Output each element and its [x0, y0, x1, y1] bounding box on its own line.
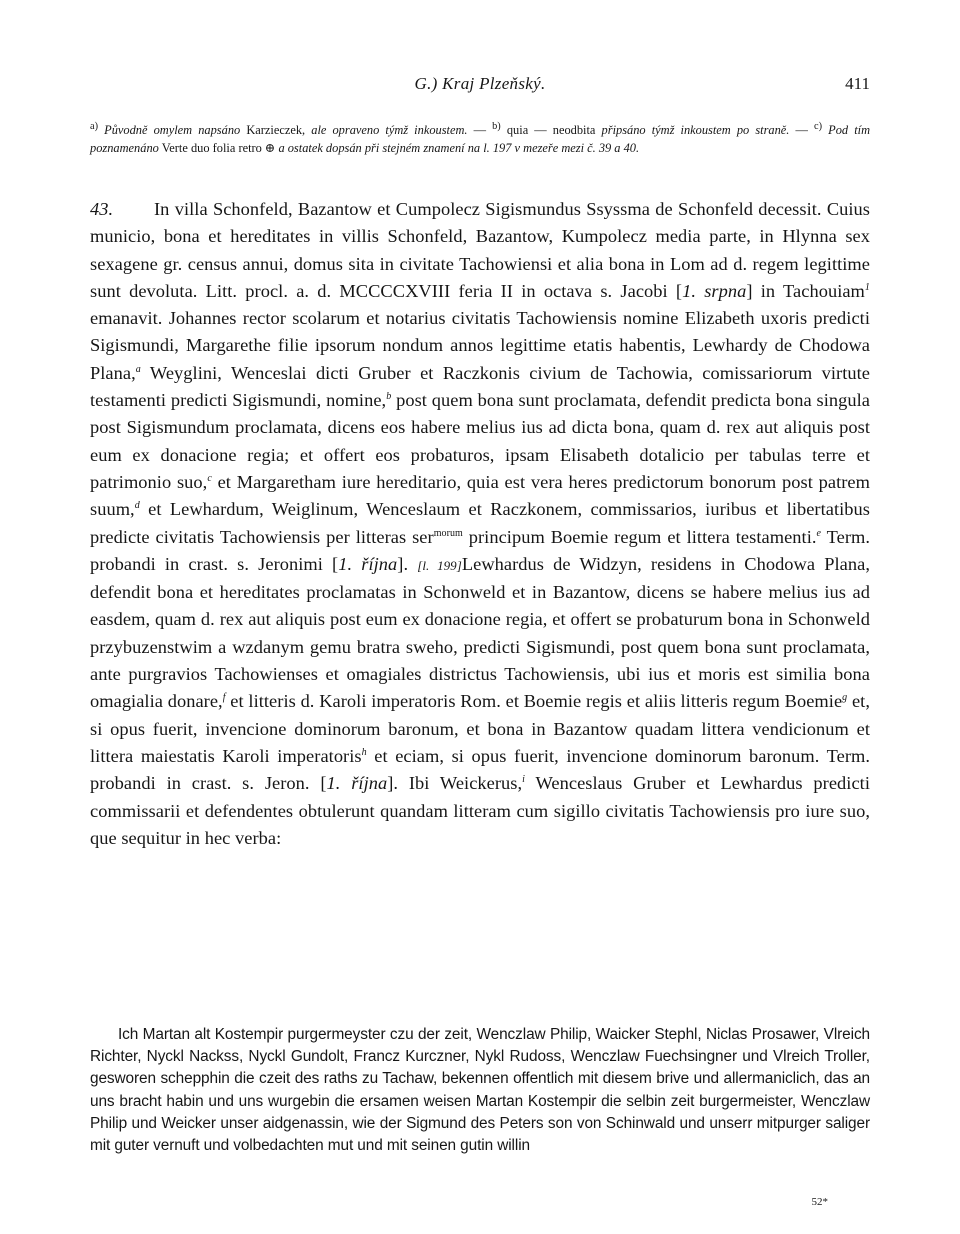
- footnotes: [90, 118, 870, 158]
- footnote-dash: —: [473, 123, 487, 138]
- footnote-b-text2: připsáno týmž inkoustem po straně.: [601, 123, 790, 138]
- entry-text: et, si opus fuerit, invencione dominorum baronum, et bona in Bazantow quadam littera vendicionum et littera maiestatis Karoli imperatoris: [90, 691, 870, 766]
- footnote-ref: h: [361, 746, 367, 758]
- entry-text: ]. Ibi Weickerus,: [387, 773, 523, 794]
- footnote-c-text2: a ostatek dopsán při stejném znamení na l. 197 v mezeře mezi č. 39 a 40.: [278, 141, 640, 156]
- entry-text: emanavit. Johannes rector scolarum et notarius civitatis Tachowiensis nomine Elizabeth uxoris predicti Sigismundi, Margarethe filie ipsorum nondum annos legittime etatis habentis, Lewhardy de Chodowa Plana,: [90, 308, 870, 383]
- document-page: [90, 0, 870, 1234]
- footnote-dash: —: [795, 123, 808, 138]
- quote-text: Ich Martan alt Kostempir purgermeyster czu der zeit, Wenczlaw Philip, Waicker Stephl, Niclas Prosawer, Vlreich Richter, Nyckl Nackss, Nyckl Gundolt, Francz Kurczner, Nykl Rudoss, Wenczlaw Fuechsingner und Vlreich Troller, gesworen schepphin die czeit des raths zu Tachaw, bekennen offentlich mit diesem brive und allermaniclich, das an uns bracht habin und uns wurgebin die ersamen weisen Martan Kostempir die selbin zeit burgermeister, Wenczlaw Philip und Weicker unser aidgenassin, wie der Sigmund des Peters son von Schinwald und unserr mitpurger saliger mit guter vernuft und volbedachten mut und mit seinen gutin willin: [90, 1026, 870, 1155]
- folio-marker: [l. 199]: [417, 557, 462, 573]
- entry-text: et Lewhardum, Weiglinum, Wenceslaum et Raczkonem, commissarios, iuribus et libertatibus predicte civitatis Tachowiensis per litteras ser: [90, 499, 870, 547]
- date-note: 1. října: [338, 553, 398, 574]
- entry-number: 43.: [90, 199, 114, 219]
- entry-text: et eciam, si opus fuerit, invencione dominorum baronum. Term. probandi in crast. s. Jeron. [: [90, 745, 871, 794]
- entry-text: ].: [397, 553, 418, 574]
- entry-text: et litteris d. Karoli imperatoris Rom. et Boemie regis et aliis litteris regum Boemie: [225, 691, 843, 712]
- entry-text: principum Boemie regum et littera testamenti.: [462, 526, 817, 547]
- main-text: [90, 196, 870, 852]
- entry-text: In villa Schonfeld, Bazantow et Cumpolecz Sigismundus Ssyssma de Schonfeld decessit. Cuius municio, bona et hereditates in villis Schonfeld, Bazantow, Kumpolecz media parte, in Hlynna sex sexagene gr. census annui, domus sita in civitate Tachowiensi et alia bona in Lom ad d. regem legittime sunt devoluta. Litt. procl. a. d. MCCCCXVIII feria II in octava s. Jacobi [: [90, 199, 870, 301]
- quoted-charter: [90, 1024, 870, 1157]
- footnote-ref: g: [842, 692, 848, 704]
- footnote-a-mark: a): [90, 121, 99, 132]
- entry-text: Weyglini, Wenceslai dicti Gruber et Raczkonis civium de Tachowia, comissariorum virtute testamenti predicti Sigismundi, nomine,: [90, 362, 870, 411]
- footnote-ref: a: [135, 363, 141, 375]
- entry-text: et Margaretham iure hereditario, quia est vera heres predictorum bonorum post patrem suum,: [90, 471, 870, 520]
- entry-text: Lewhardus de Widzyn, residens in Chodowa Plana, defendit bona et hereditates proclamatas in Schonweld et in Bazantow, dicens se habere melius ius ad easdem, quam d. rex aut aliquis post eum ex donacione regia, et offert se probaturum bona in Schonweld przybuzenstwim a wzdanym gemu bratra sweho, predicti Sigismundi, post quem bona sunt proclamata, ante purgravios Tachowienses et omagiales districtus Tachowiensis, ubi ius et moris est similia bona omagialia donare,: [90, 553, 870, 712]
- footnote-a-text2: ale opraveno týmž inkoustem.: [311, 123, 468, 138]
- footnote-b-text: quia — neodbita: [506, 123, 596, 138]
- running-title: G.) Kraj Plzeňský.: [414, 74, 546, 93]
- footnote-ref: f: [222, 692, 226, 704]
- footnote-a-name: Karzieczek,: [246, 123, 306, 138]
- entry-text: Wenceslaus Gruber et Lewhardus predicti commissarii et defendentes obtulerunt quandam litteram cum sigillo civitatis Tachowiensis pro iure suo, que sequitur in hec verba:: [90, 773, 870, 848]
- page-header: [90, 74, 870, 100]
- footnote-c-text: Pod tím poznamenáno: [90, 123, 871, 156]
- footnote-ref: d: [134, 500, 140, 512]
- footnote-b-mark: b): [492, 121, 501, 132]
- date-note: 1. října: [326, 773, 388, 794]
- footnote-ref: i: [522, 774, 526, 786]
- entry-text: ] in Tachouiam: [746, 280, 865, 301]
- footnote-ref: b: [386, 390, 392, 402]
- entry-text: post quem bona sunt proclamata, defendit predicta bona singula post Sigismundum proclamata, dicens eos habere melius ius ad dicta bona, quam d. rex aut aliquis post eum ex donacione regia; et offert eos probaturos, ipsam Elisabeth dotalicio per tabulas terre et patrimonio suo,: [90, 390, 870, 492]
- footnote-c-text-roman: Verte duo folia retro ⊕: [161, 141, 276, 156]
- footnote-ref: e: [816, 527, 822, 539]
- date-note: 1. srpna: [682, 280, 747, 301]
- footnote-c-mark: c): [814, 121, 823, 132]
- sheet-signature: 52*: [811, 1196, 828, 1208]
- footnote-ref: c: [207, 472, 212, 484]
- entry-text: Term. probandi in crast. s. Jeronimi [: [90, 526, 870, 574]
- footnote-a-text: Původně omylem napsáno: [104, 123, 241, 138]
- page-number: 411: [845, 74, 870, 93]
- footnote-ref: 1: [864, 281, 870, 293]
- superscript-abbrev: morum: [433, 527, 463, 539]
